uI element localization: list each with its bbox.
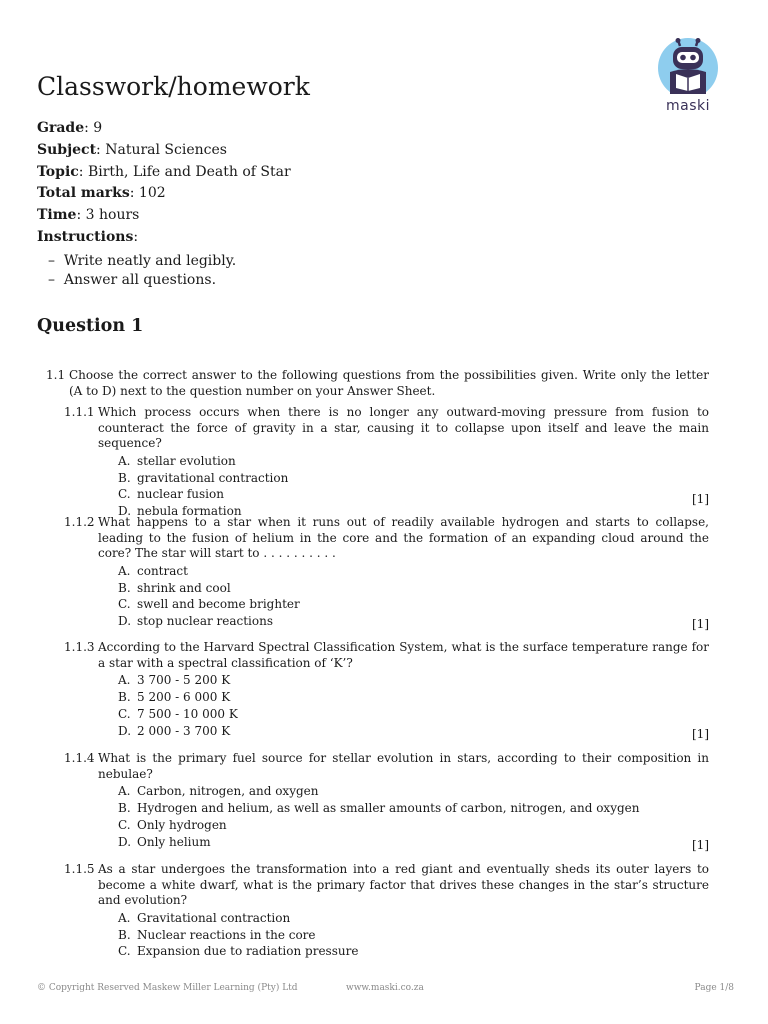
instruction-item: – Write neatly and legibly.: [48, 253, 237, 269]
logo-wordmark: maski: [665, 98, 710, 114]
question-number: 1.1.3: [64, 640, 95, 654]
footer-url[interactable]: www.maski.co.za: [346, 983, 424, 993]
question-text: What happens to a star when it runs out of readily available hydrogen and starts to collapse, leading to the fusion of helium in the core and the formation of an expanding cloud around the core? The star will start to . . . . . . . . . .: [98, 515, 709, 561]
meta-instructions: Instructions:: [37, 228, 139, 245]
option-a: A. Gravitational contraction: [118, 910, 291, 925]
option-d: D. 2 000 - 3 700 K: [118, 723, 231, 738]
option-b: B. gravitational contraction: [118, 470, 289, 485]
option-d: D. Only helium: [118, 834, 211, 849]
instruction-item: – Answer all questions.: [48, 272, 217, 288]
option-a: A. 3 700 - 5 200 K: [118, 673, 231, 688]
question-number: 1.1.2: [64, 515, 95, 529]
question-item: [37, 640, 709, 739]
question-intro: [37, 368, 709, 399]
question-item: [37, 515, 709, 630]
option-b: B. Nuclear reactions in the core: [118, 927, 316, 942]
question-item: [37, 751, 709, 850]
mark-allocation: [1]: [692, 492, 709, 506]
option-a: A. stellar evolution: [118, 453, 236, 468]
meta-total-marks: Total marks: 102: [37, 185, 166, 202]
footer-copyright: © Copyright Reserved Maskew Miller Learning (Pty) Ltd: [37, 983, 298, 993]
question-text: What is the primary fuel source for stellar evolution in stars, according to their composition in nebulae?: [98, 751, 709, 781]
question-text: According to the Harvard Spectral Classification System, what is the surface temperature range for a star with a spectral classification of ‘K’?: [98, 640, 709, 670]
option-d: D. stop nuclear reactions: [118, 614, 274, 629]
mark-allocation: [1]: [692, 838, 709, 852]
option-b: B. Hydrogen and helium, as well as smaller amounts of carbon, nitrogen, and oxygen: [118, 800, 640, 815]
option-c: C. nuclear fusion: [118, 487, 224, 502]
meta-time: Time: 3 hours: [37, 207, 140, 224]
meta-subject: Subject: Natural Sciences: [37, 141, 227, 158]
mark-allocation: [1]: [692, 617, 709, 631]
question-number: 1.1.1: [64, 405, 95, 419]
mark-allocation: [1]: [692, 727, 709, 741]
option-b: B. 5 200 - 6 000 K: [118, 689, 231, 704]
question-item: [37, 862, 709, 960]
option-d: D. nebula formation: [118, 504, 242, 519]
footer-page-number: Page 1/8: [694, 983, 734, 993]
meta-grade: Grade: 9: [37, 120, 103, 136]
option-a: A. contract: [118, 563, 188, 578]
question-number: 1.1.4: [64, 751, 95, 765]
question-text: Choose the correct answer to the following questions from the possibilities given. Write only the letter (A to D) next to the question number on your Answer Sheet.: [69, 368, 709, 398]
meta-topic: Topic: Birth, Life and Death of Star: [37, 163, 291, 180]
question-item: [37, 405, 709, 520]
maski-logo: [656, 38, 720, 114]
instructions-list: [48, 252, 236, 290]
option-c: C. Expansion due to radiation pressure: [118, 944, 359, 959]
option-c: C. Only hydrogen: [118, 817, 227, 832]
question-number: 1.1: [46, 368, 66, 382]
option-a: A. Carbon, nitrogen, and oxygen: [118, 784, 319, 799]
page-title: Classwork/homework: [37, 72, 310, 101]
option-b: B. shrink and cool: [118, 580, 231, 595]
question-text: As a star undergoes the transformation into a red giant and eventually sheds its outer layers to become a white dwarf, what is the primary factor that drives these changes in the star’s structure and evolution?: [98, 862, 709, 908]
question-text: Which process occurs when there is no longer any outward-moving pressure from fusion to counteract the force of gravity in a star, causing it to collapse upon itself and leave the main sequence?: [98, 405, 709, 451]
question-number: 1.1.5: [64, 862, 95, 876]
question-title: Question 1: [37, 316, 144, 336]
robot-icon: [656, 38, 720, 94]
option-c: C. swell and become brighter: [118, 597, 300, 612]
option-c: C. 7 500 - 10 000 K: [118, 706, 238, 721]
meta-info: [37, 118, 291, 249]
